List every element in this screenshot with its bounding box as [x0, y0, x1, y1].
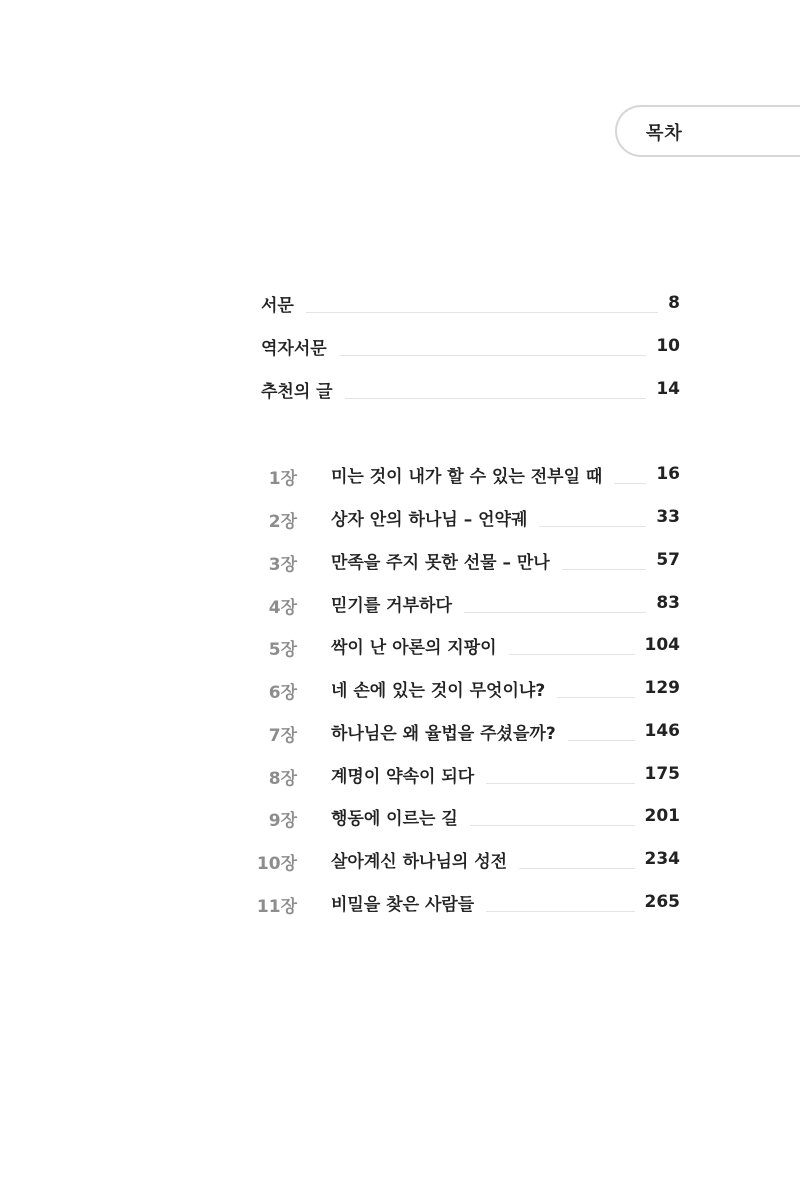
dotted-leader [557, 697, 634, 698]
entry-title: 추천의 글 [261, 381, 333, 402]
toc-entry-chapter-9[interactable] [261, 803, 680, 829]
dotted-leader [464, 612, 646, 613]
toc-tab [615, 105, 800, 157]
entry-page-number: 175 [644, 764, 680, 784]
chapter-number: 11장 [256, 897, 297, 917]
dotted-leader [486, 911, 634, 912]
entry-page-number: 14 [656, 379, 680, 399]
toc-entry-chapter-6[interactable] [261, 675, 680, 701]
entry-title: 행동에 이르는 길 [331, 808, 458, 829]
entry-title: 서문 [261, 295, 294, 316]
toc-entry-translator-preface[interactable] [261, 333, 680, 359]
entry-page-number: 234 [644, 849, 680, 869]
entry-title: 상자 안의 하나님 – 언약궤 [331, 509, 528, 530]
toc-entry-chapter-8[interactable] [261, 761, 680, 787]
dotted-leader [509, 654, 635, 655]
dotted-leader [539, 526, 646, 527]
toc-entry-preface[interactable] [261, 290, 680, 316]
dotted-leader [345, 398, 647, 399]
entry-page-number: 33 [656, 507, 680, 527]
dotted-leader [562, 569, 647, 570]
chapter-number: 9장 [268, 811, 297, 831]
toc-title: 목차 [646, 123, 683, 144]
entry-title: 비밀을 찾은 사람들 [331, 894, 475, 915]
dotted-leader [486, 783, 634, 784]
toc-entry-chapter-3[interactable] [261, 547, 680, 573]
entry-page-number: 10 [656, 336, 680, 356]
entry-title: 살아계신 하나님의 성전 [331, 851, 508, 872]
entry-page-number: 146 [644, 721, 680, 741]
dotted-leader [614, 483, 646, 484]
entry-title: 미는 것이 내가 할 수 있는 전부일 때 [331, 466, 603, 487]
toc-entry-chapter-5[interactable] [261, 632, 680, 658]
entry-page-number: 83 [656, 593, 680, 613]
dotted-leader [568, 740, 635, 741]
entry-page-number: 57 [656, 550, 680, 570]
toc-entry-chapter-4[interactable] [261, 590, 680, 616]
dotted-leader [519, 868, 634, 869]
dotted-leader [470, 825, 635, 826]
chapter-number: 5장 [268, 640, 297, 660]
dotted-leader [339, 355, 647, 356]
entry-page-number: 129 [644, 678, 680, 698]
chapter-number: 4장 [268, 598, 297, 618]
chapter-number: 1장 [268, 469, 297, 489]
entry-title: 하나님은 왜 율법을 주셨을까? [331, 723, 556, 744]
entry-title: 만족을 주지 못한 선물 – 만나 [331, 552, 550, 573]
toc-entry-chapter-7[interactable] [261, 718, 680, 744]
entry-page-number: 265 [644, 892, 680, 912]
chapter-number: 6장 [268, 683, 297, 703]
chapter-number: 10장 [256, 854, 297, 874]
toc-entry-chapter-2[interactable] [261, 504, 680, 530]
toc-entry-chapter-10[interactable] [256, 846, 680, 874]
entry-title: 역자서문 [261, 338, 327, 359]
entry-page-number: 201 [644, 806, 680, 826]
entry-title: 네 손에 있는 것이 무엇이냐? [331, 680, 546, 701]
entry-title: 싹이 난 아론의 지팡이 [331, 637, 497, 658]
entry-title: 믿기를 거부하다 [331, 595, 452, 616]
toc-entry-chapter-1[interactable] [261, 461, 680, 487]
dotted-leader [306, 312, 658, 313]
toc-entry-chapter-11[interactable] [256, 889, 680, 917]
chapter-number: 2장 [268, 512, 297, 532]
entry-page-number: 16 [656, 464, 680, 484]
chapter-number: 7장 [268, 726, 297, 746]
entry-page-number: 104 [644, 635, 680, 655]
toc-entry-recommendation[interactable] [261, 376, 680, 402]
chapter-number: 8장 [268, 769, 297, 789]
entry-page-number: 8 [668, 293, 680, 313]
chapter-number: 3장 [268, 555, 297, 575]
entry-title: 계명이 약속이 되다 [331, 766, 475, 787]
